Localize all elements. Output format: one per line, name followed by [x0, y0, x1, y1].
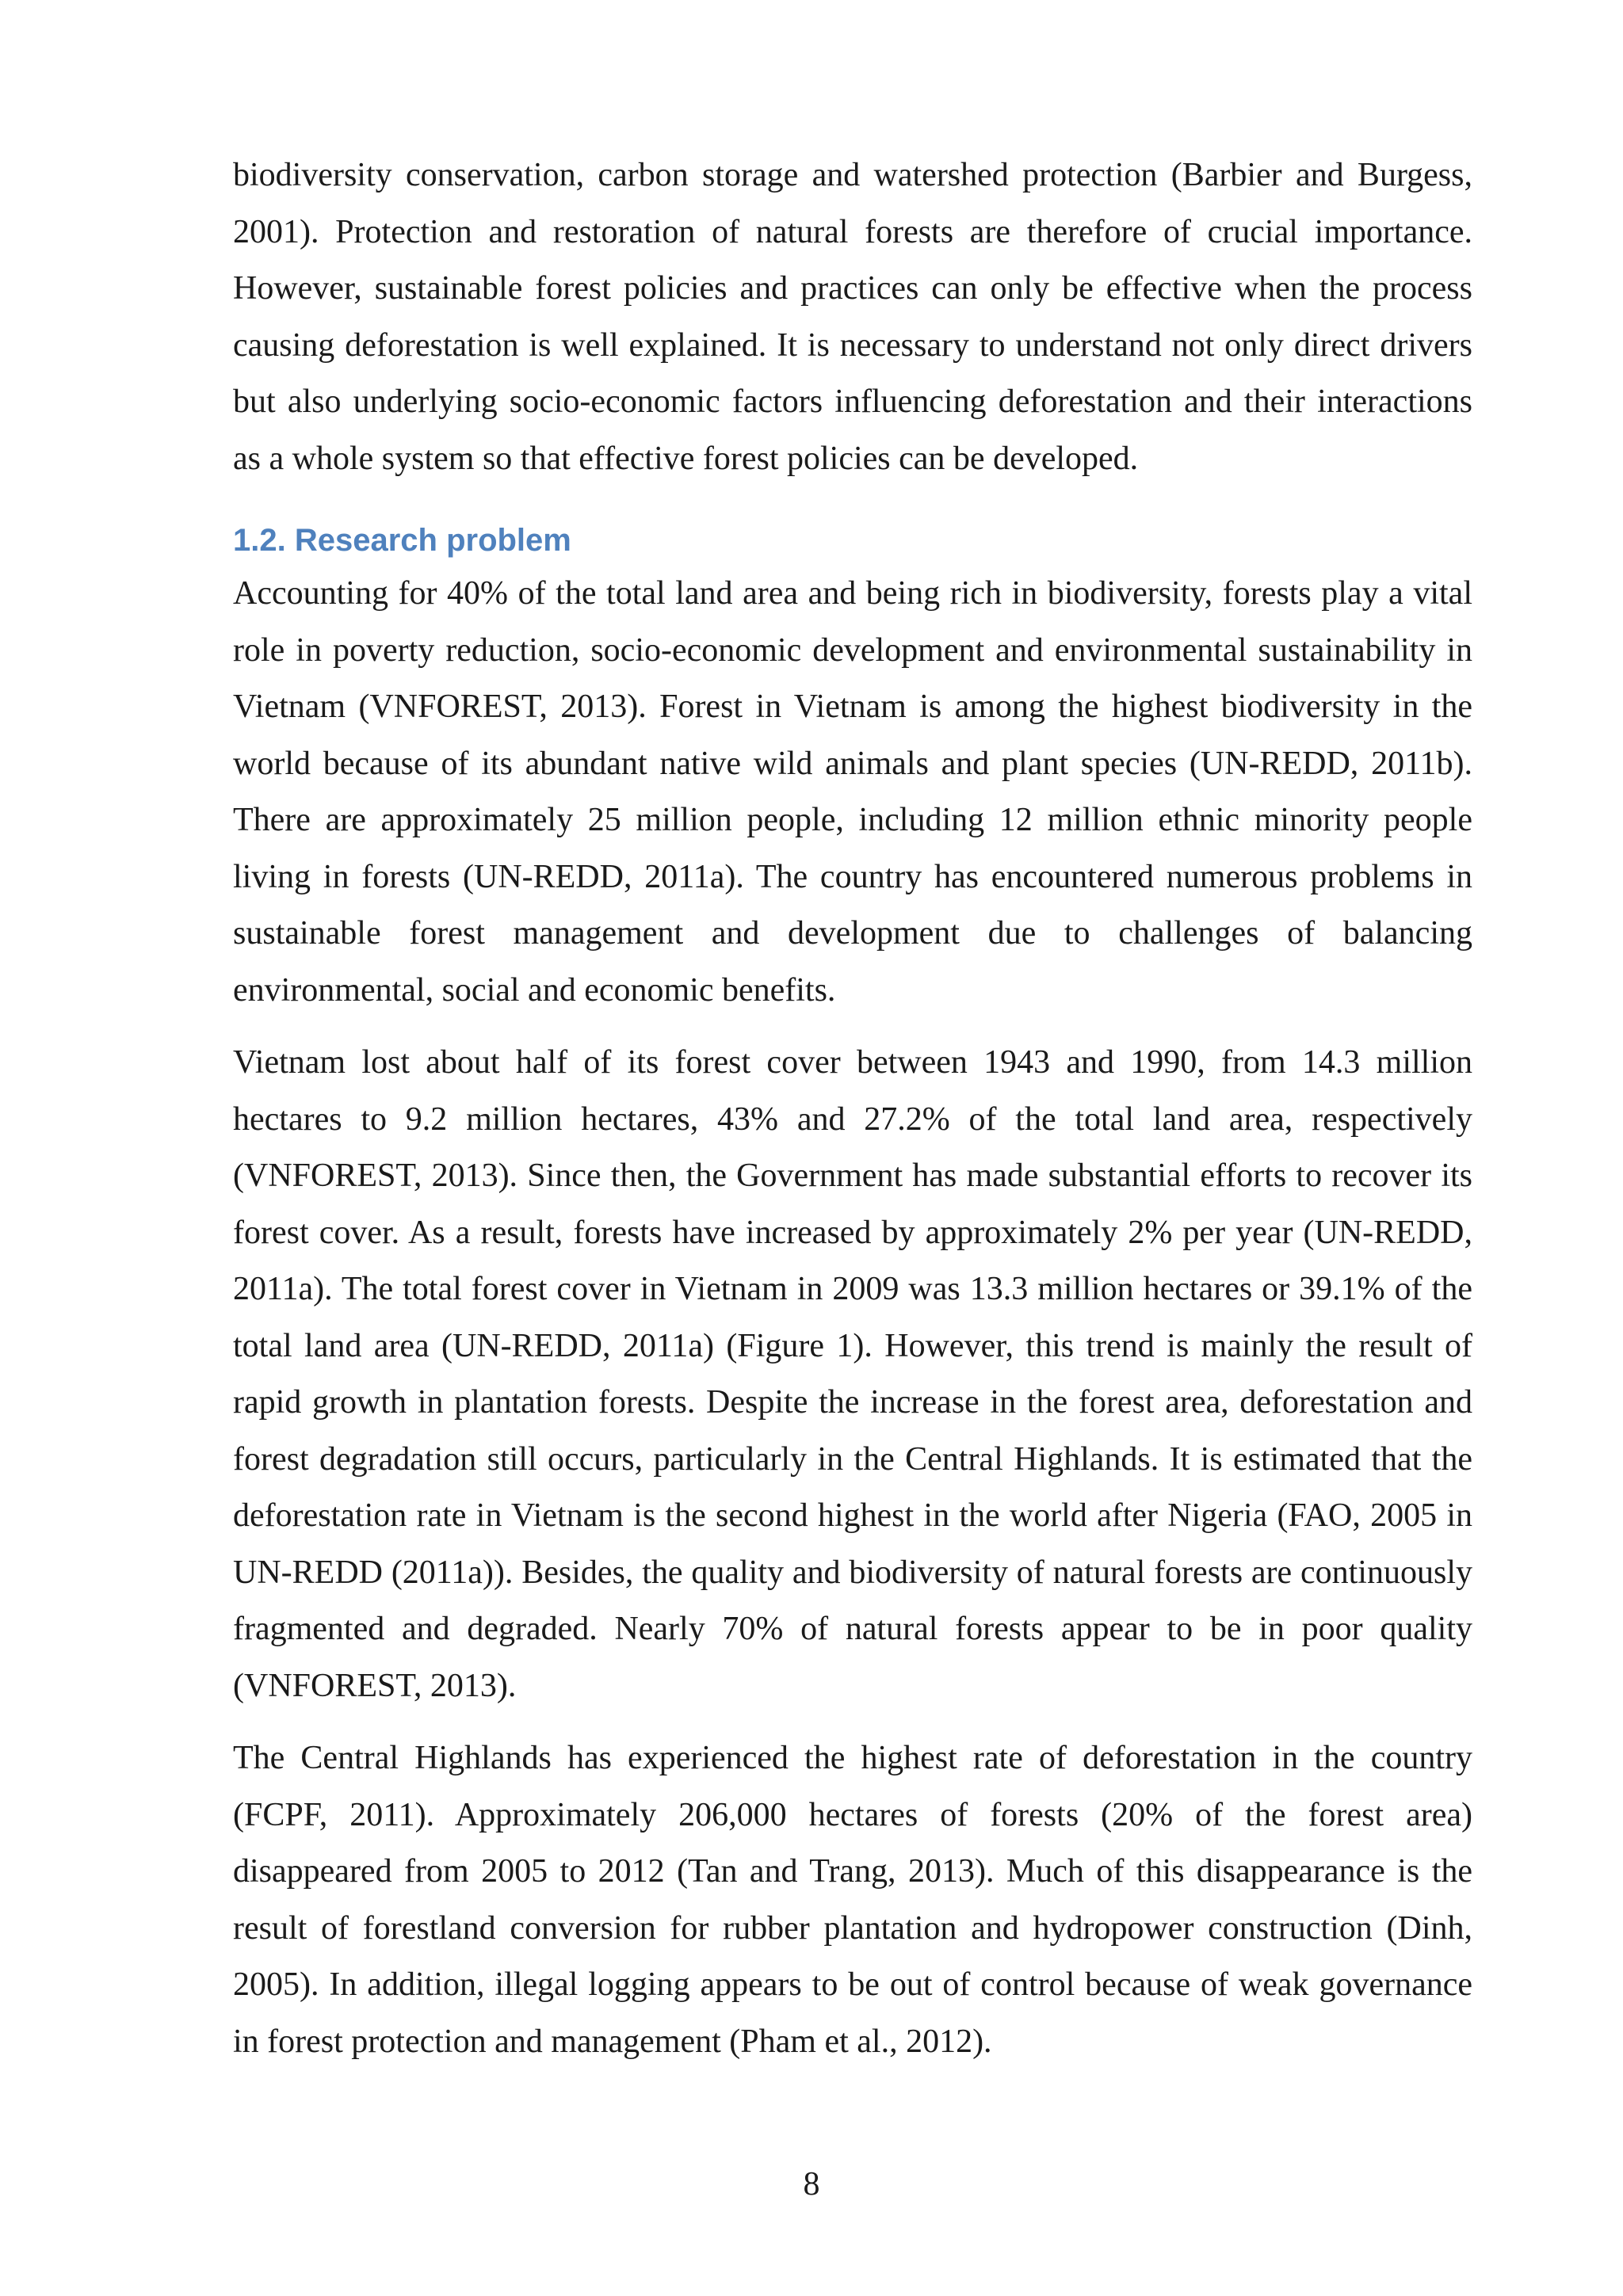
paragraph-forest-cover-history: Vietnam lost about half of its forest cover between 1943 and 1990, from 14.3 million hectares to 9.2 million hectares, 43% and 27.2% of the total land area, respectively (VNFOREST, 2013). Since then, the Government has made substantial efforts to recover its forest cover. As a result, forests have increased by approximately 2% per year (UN-REDD, 2011a). The total forest cover in Vietnam in 2009 was 13.3 million hectares or 39.1% of the total land area (UN-REDD, 2011a) (Figure 1). However, this trend is mainly the result of rapid growth in plantation forests. Despite the increase in the forest area, deforestation and forest degradation still occurs, particularly in the Central Highlands. It is estimated that the deforestation rate in Vietnam is the second highest in the world after Nigeria (FAO, 2005 in UN-REDD (2011a)). Besides, the quality and biodiversity of natural forests are continuously fragmented and degraded. Nearly 70% of natural forests appear to be in poor quality (VNFOREST, 2013).: [233, 1044, 1472, 1704]
paragraph-central-highlands: The Central Highlands has experienced the highest rate of deforestation in the country (FCPF, 2011). Approximately 206,000 hectares of forests (20% of the forest area) disappeared from 2005 to 2012 (Tan and Trang, 2013). Much of this disappearance is the result of forestland conversion for rubber plantation and hydropower construction (Dinh, 2005). In addition, illegal logging appears to be out of control because of weak governance in forest protection and management (Pham et al., 2012).: [233, 1740, 1472, 2060]
page-body: [233, 147, 1472, 2070]
page-number: 8: [803, 2166, 820, 2203]
paragraph-intro-continued: biodiversity conservation, carbon storage and watershed protection (Barbier and Burgess, 2001). Protection and restoration of natural forests are therefore of crucial importance. However, sustainable forest policies and practices can only be effective when the process causing deforestation is well explained. It is necessary to understand not only direct drivers but also underlying socio-economic factors influencing deforestation and their interactions as a whole system so that effective forest policies can be developed.: [233, 157, 1472, 477]
paragraph-forest-importance: Accounting for 40% of the total land area and being rich in biodiversity, forests play a vital role in poverty reduction, socio-economic development and environmental sustainability in Vietnam (VNFOREST, 2013). Forest in Vietnam is among the highest biodiversity in the world because of its abundant native wild animals and plant species (UN-REDD, 2011b). There are approximately 25 million people, including 12 million ethnic minority people living in forests (UN-REDD, 2011a). The country has encountered numerous problems in sustainable forest management and development due to challenges of balancing environmental, social and economic benefits.: [233, 575, 1472, 1009]
section-heading-research-problem: 1.2. Research problem: [233, 523, 571, 558]
